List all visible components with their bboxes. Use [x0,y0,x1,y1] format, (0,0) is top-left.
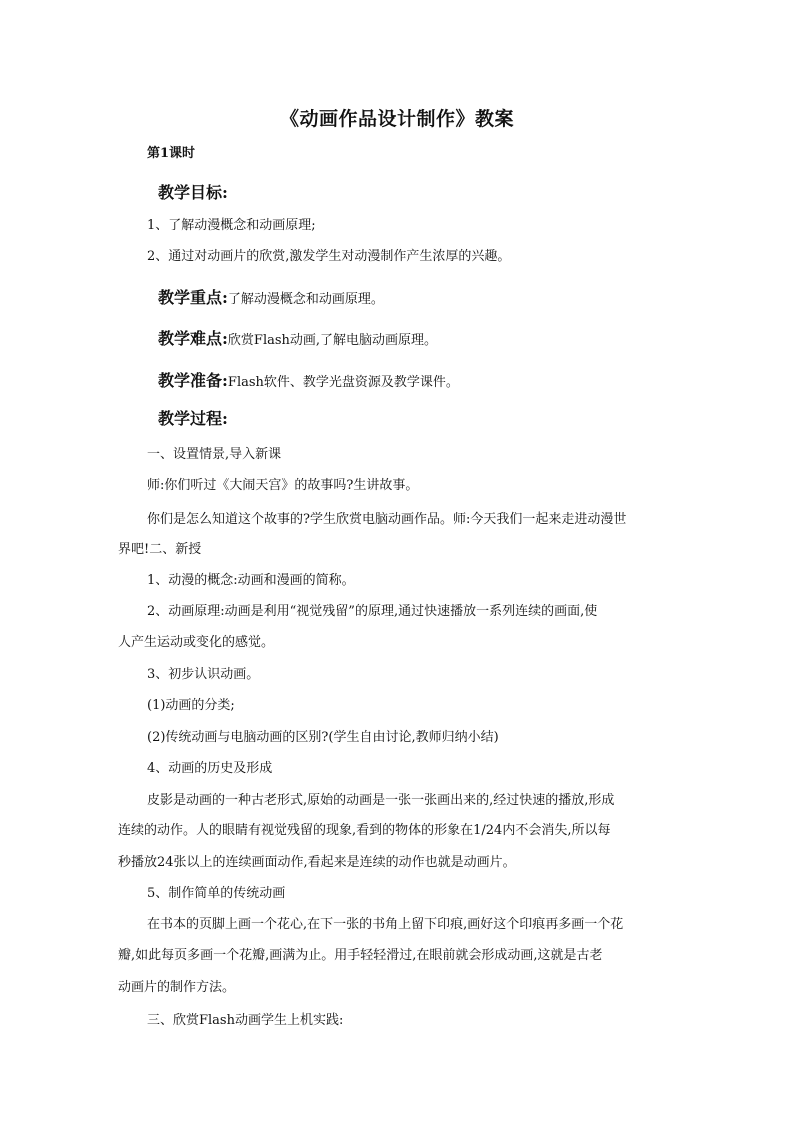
process-line: 人产生运动或变化的感觉。 [118,635,275,650]
heading-teaching-goals: 教学目标: [158,183,228,202]
process-line: 界吧!二、新授 [118,542,202,557]
heading-preparation-label: 教学准备: [158,371,228,390]
lesson-number: 第1课时 [147,146,196,161]
goal-item-1: 1、了解动漫概念和动画原理; [147,218,316,233]
preparation-text: Flash软件、教学光盘资源及教学课件。 [227,375,459,390]
goal-item-2: 2、通过对动画片的欣赏,激发学生对动漫制作产生浓厚的兴趣。 [147,249,511,264]
process-line: 4、动画的历史及形成 [147,761,273,776]
process-line: 连续的动作。人的眼睛有视觉残留的现象,看到的物体的形象在1/24内不会消失,所以每 [118,823,611,838]
heading-key-points-label: 教学重点: [158,288,228,307]
process-line: (2)传统动画与电脑动画的区别?(学生自由讨论,教师归纳小结) [147,730,499,745]
process-line: 师:你们听过《大闹天宫》的故事吗?生讲故事。 [147,478,419,493]
process-line: 瓣,如此每页多画一个花瓣,画满为止。用手轻轻滑过,在眼前就会形成动画,这就是古老 [118,948,603,963]
process-line: 5、制作简单的传统动画 [147,886,286,901]
heading-teaching-process: 教学过程: [158,409,228,428]
process-line: 1、动漫的概念:动画和漫画的简称。 [147,573,355,588]
process-line: 动画片的制作方法。 [118,980,236,995]
difficulties-text: 欣赏Flash动画,了解电脑动画原理。 [227,333,438,348]
heading-difficulties [158,326,437,349]
heading-preparation [158,368,459,391]
process-line: 你们是怎么知道这个故事的?学生欣赏电脑动画作品。师:今天我们一起来走进动漫世 [147,512,627,527]
process-line: 一、设置情景,导入新课 [147,447,282,462]
process-line: 皮影是动画的一种古老形式,原始的动画是一张一张画出来的,经过快速的播放,形成 [147,793,615,808]
key-points-text: 了解动漫概念和动画原理。 [227,292,384,307]
process-line: 2、动画原理:动画是利用“视觉残留”的原理,通过快速播放一系列连续的画面,使 [147,604,598,619]
process-line: 秒播放24张以上的连续画面动作,看起来是连续的动作也就是动画片。 [118,855,516,870]
heading-key-points [158,285,384,308]
process-line: (1)动画的分类; [147,698,235,713]
process-line: 在书本的页脚上画一个花心,在下一张的书角上留下印痕,画好这个印痕再多画一个花 [147,917,624,932]
process-line: 3、初步认识动画。 [147,667,260,682]
document-title: 《动画作品设计制作》教案 [279,108,514,130]
process-line: 三、欣赏Flash动画学生上机实践: [147,1013,344,1028]
heading-difficulties-label: 教学难点: [158,329,228,348]
